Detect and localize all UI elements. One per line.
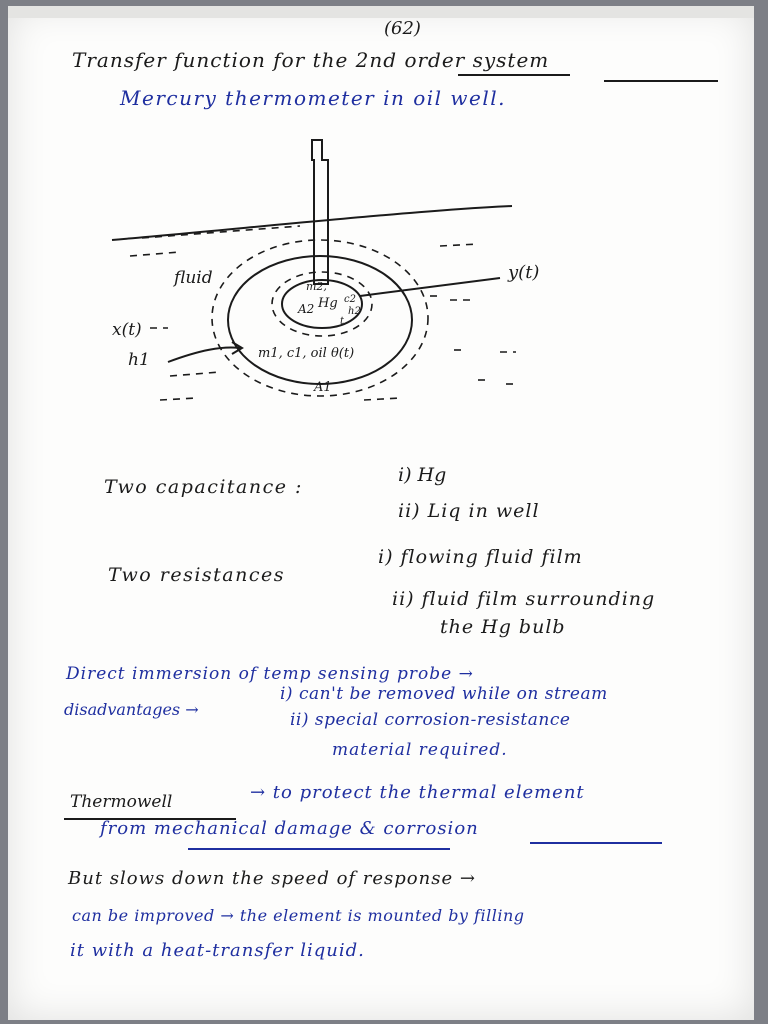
underline-mechanical-damage bbox=[188, 848, 450, 850]
label-a2: A2 bbox=[298, 302, 315, 316]
label-inner-t: t bbox=[340, 316, 345, 327]
capacitance-item-1: i) Hg bbox=[398, 464, 447, 486]
underline-corrosion bbox=[530, 842, 662, 844]
label-h2: h2 bbox=[348, 306, 361, 317]
capacitance-item-2: ii) Liq in well bbox=[398, 500, 540, 522]
note-thermowell: Thermowell bbox=[70, 792, 173, 812]
note-improved-2: it with a heat-transfer liquid. bbox=[70, 940, 365, 961]
thermometer-stem bbox=[312, 140, 328, 284]
note-disadvantage-2: ii) special corrosion-resistance bbox=[290, 710, 571, 730]
note-disadvantage-3: material required. bbox=[332, 740, 508, 760]
note-thermowell-purpose: → to protect the thermal element bbox=[250, 782, 585, 803]
label-input-xt: x(t) bbox=[112, 320, 142, 340]
oil-surface-line bbox=[112, 206, 512, 240]
label-fluid: fluid bbox=[174, 268, 213, 288]
label-hg: Hg bbox=[318, 296, 338, 311]
output-pointer-line bbox=[360, 278, 500, 296]
note-disadvantage-1: i) can't be removed while on stream bbox=[280, 684, 608, 704]
label-m2: m2, bbox=[306, 280, 327, 293]
capacitance-label: Two capacitance : bbox=[104, 476, 303, 498]
label-h1: h1 bbox=[128, 350, 150, 370]
resistances-item-3: the Hg bulb bbox=[440, 616, 566, 638]
label-c2: c2 bbox=[344, 294, 356, 305]
fluid-film-dashed bbox=[212, 240, 428, 396]
resistances-label: Two resistances bbox=[108, 564, 285, 586]
page-number: (62) bbox=[384, 18, 421, 39]
note-thermowell-purpose-2: from mechanical damage & corrosion bbox=[100, 818, 479, 839]
title-line-1: Transfer function for the 2nd order system bbox=[72, 48, 550, 72]
title-line-2: Mercury thermometer in oil well. bbox=[120, 86, 507, 110]
note-direct-immersion: Direct immersion of temp sensing probe → bbox=[66, 664, 474, 684]
resistances-item-2: ii) fluid film surrounding bbox=[392, 588, 656, 610]
note-improved: can be improved → the element is mounted by filling bbox=[72, 906, 525, 925]
oil-well-outline bbox=[228, 256, 412, 384]
label-a1: A1 bbox=[314, 380, 332, 395]
label-oil: m1, c1, oil θ(t) bbox=[258, 346, 355, 361]
resistances-item-1: i) flowing fluid film bbox=[378, 546, 583, 568]
note-slows-down: But slows down the speed of response → bbox=[68, 868, 476, 889]
label-output-yt: y(t) bbox=[508, 262, 540, 283]
note-disadvantages-label: disadvantages → bbox=[64, 700, 199, 719]
